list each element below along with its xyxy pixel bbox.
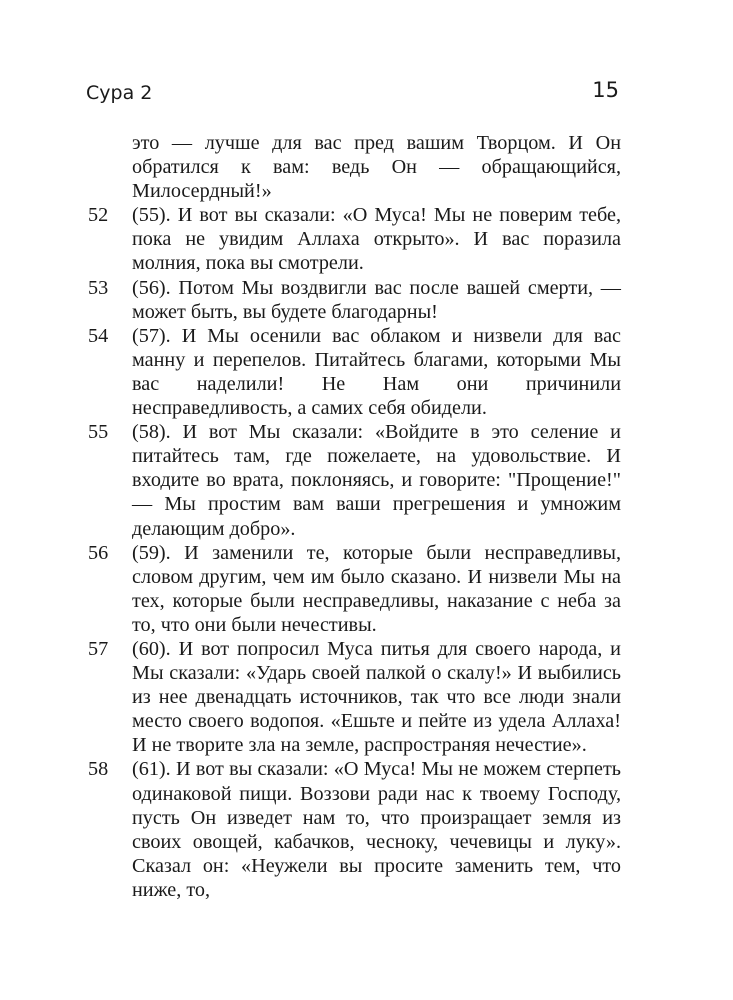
verse-53	[88, 276, 621, 324]
verse-number: 55	[88, 421, 109, 444]
verse-58	[88, 757, 621, 902]
verse-text: (60). И вот попросил Муса питья для своего народа, и Мы сказали: «Ударь своей палкой о скалу!» И выбились из нее двенадцать источников, так что все люди знали место своего водопоя. «Ешьте и пейте из удела Аллаха! И не творите зла на земле, распространяя нечестие».	[132, 637, 621, 757]
verse-text: (56). Потом Мы воздвигли вас после вашей смерти, — может быть, вы будете благодарны!	[132, 276, 621, 323]
verse-54	[88, 324, 621, 420]
verse-number: 53	[88, 276, 109, 299]
verse-text: (55). И вот вы сказали: «О Муса! Мы не поверим тебе, пока не увидим Аллаха открыто». И вас поразила молния, пока вы смотрели.	[132, 204, 621, 275]
continuation-paragraph: это — лучше для вас пред вашим Творцом. И Он обратился к вам: ведь Он — обращающийся, Милосердный!»	[132, 132, 621, 203]
verse-number: 57	[88, 637, 109, 660]
verse-number: 56	[88, 541, 109, 564]
verse-number: 54	[88, 324, 109, 347]
verse-number: 52	[88, 204, 109, 227]
verse-55	[88, 420, 621, 540]
verse-text: (61). И вот вы сказали: «О Муса! Мы не можем стерпеть одинаковой пищи. Воззови ради нас к твоему Господу, пусть Он изведет нам то, что произращает земля из своих овощей, кабачков, чесноку, чечевицы и луку». Сказал он: «Неужели вы просите заменить тем, что ниже, то,	[132, 758, 621, 901]
verse-52	[88, 203, 621, 275]
verse-text: (57). И Мы осенили вас облаком и низвели для вас манну и перепелов. Питайтесь благами, которыми Мы вас наделили! Не Нам они причинили несправедливость, а самих себя обидели.	[132, 324, 621, 420]
verse-57	[88, 637, 621, 757]
verse-number: 58	[88, 758, 109, 781]
verse-text: (58). И вот Мы сказали: «Войдите в это селение и питайтесь там, где пожелаете, на удовольствие. И входите во врата, поклоняясь, и говорите: "Прощение!" — Мы простим вам ваши прегрешения и умножим делающим добро».	[132, 421, 621, 540]
running-header	[86, 78, 619, 112]
page-number: 15	[592, 78, 619, 102]
verse-text-block	[88, 131, 621, 902]
verse-text: (59). И заменили те, которые были несправедливы, словом другим, чем им было сказано. И низвели Мы на тех, которые были несправедливы, наказание с неба за то, что они были нечестивы.	[132, 541, 621, 636]
verse-56	[88, 541, 621, 637]
sura-title: Сура 2	[86, 82, 153, 104]
